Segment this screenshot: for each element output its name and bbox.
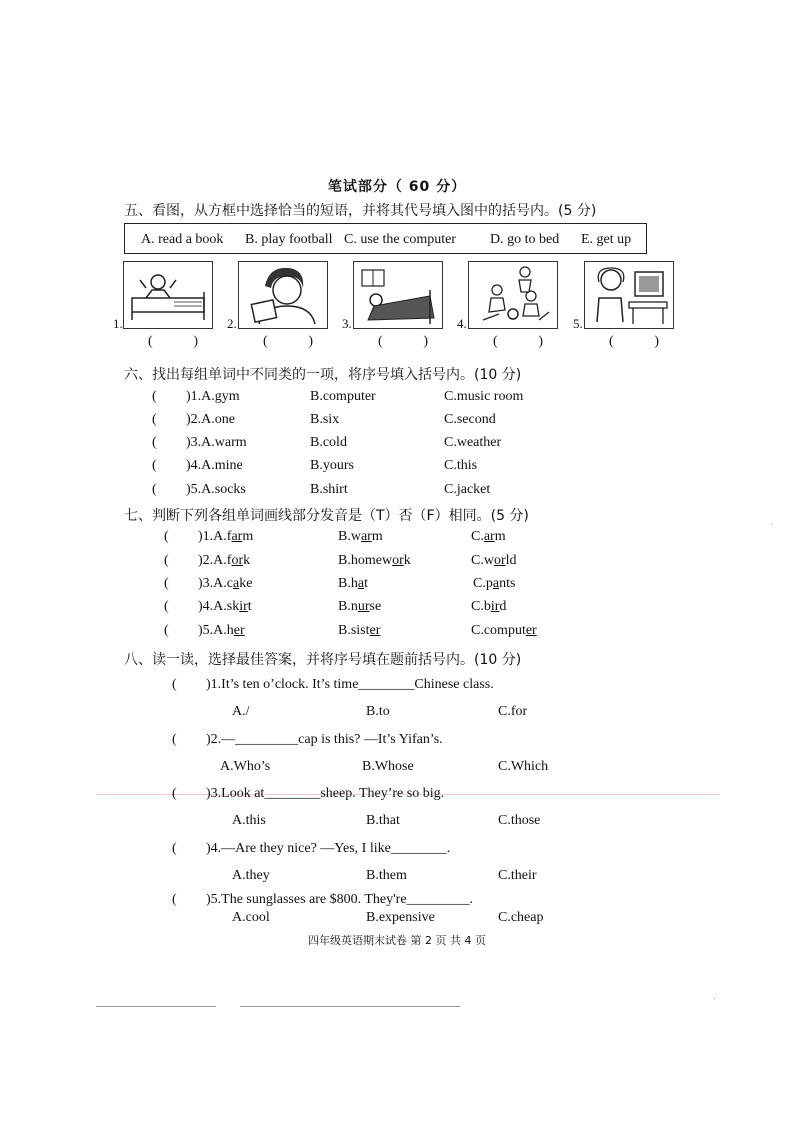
sec7-row-4-paren[interactable]: ( bbox=[164, 599, 169, 614]
sec6-row-5-b: B.shirt bbox=[310, 482, 348, 497]
answer-paren-1[interactable]: ( ) bbox=[148, 334, 198, 349]
section-7-heading: 七、判断下列各组单词画线部分发音是（T）否（F）相同。(5 分) bbox=[124, 508, 529, 524]
answer-paren-4[interactable]: ( ) bbox=[493, 334, 543, 349]
girl-using-computer-picture bbox=[584, 261, 674, 329]
sec6-row-4-a: )4.A.mine bbox=[186, 458, 243, 473]
sec7-row-2-c: C.world bbox=[471, 553, 517, 568]
child-going-to-bed-picture bbox=[353, 261, 443, 329]
sec8-q1-c: C.for bbox=[498, 704, 528, 719]
sec8-q1-stem: )1.It’s ten o’clock. It’s time________Chinese class. bbox=[206, 677, 494, 692]
sec8-q4-paren[interactable]: ( bbox=[172, 841, 177, 856]
sec7-row-2-paren[interactable]: ( bbox=[164, 553, 169, 568]
option-d: D. go to bed bbox=[490, 232, 560, 247]
picture-5-number: 5. bbox=[573, 316, 583, 331]
sec7-row-5-paren[interactable]: ( bbox=[164, 623, 169, 638]
sec7-row-5-b: B.sister bbox=[338, 623, 381, 638]
sec8-q4-a: A.they bbox=[232, 868, 270, 883]
sec6-row-5-paren[interactable]: ( bbox=[152, 482, 157, 497]
sec7-row-1-b: B.warm bbox=[338, 529, 383, 544]
sec8-q2-b: B.Whose bbox=[362, 759, 414, 774]
option-e: E. get up bbox=[581, 232, 632, 247]
section-title: 笔试部分（ 60 分） bbox=[327, 179, 467, 195]
sec8-q3-b: B.that bbox=[366, 813, 400, 828]
sec7-row-3-b: B.hat bbox=[338, 576, 368, 591]
picture-1-number: 1. bbox=[113, 316, 123, 331]
sec8-q2-stem: )2.—_________cap is this? —It’s Yifan’s. bbox=[206, 732, 443, 747]
sec8-q3-paren[interactable]: ( bbox=[172, 786, 177, 801]
sec8-q5-stem: )5.The sunglasses are $800. They're_________. bbox=[206, 892, 474, 907]
sec7-row-5-c: C.computer bbox=[471, 623, 537, 638]
page-footer: 四年级英语期末试卷 第 2 页 共 4 页 bbox=[308, 934, 486, 947]
kids-playing-football-picture bbox=[468, 261, 558, 329]
sec8-q1-b: B.to bbox=[366, 704, 390, 719]
sec6-row-2-paren[interactable]: ( bbox=[152, 412, 157, 427]
section-6-heading: 六、找出每组单词中不同类的一项，将序号填入括号内。(10 分) bbox=[124, 367, 522, 383]
sec7-row-2-a: )2.A.fork bbox=[198, 553, 251, 568]
scan-artifact-line bbox=[96, 1006, 216, 1007]
sec7-row-3-c: C.pants bbox=[473, 576, 516, 591]
option-a: A. read a book bbox=[141, 232, 224, 247]
child-getting-up-in-bed-picture bbox=[123, 261, 213, 329]
scan-speck: · bbox=[770, 520, 774, 531]
sec7-row-4-a: )4.A.skirt bbox=[198, 599, 252, 614]
answer-paren-5[interactable]: ( ) bbox=[609, 334, 659, 349]
sec6-row-5-a: )5.A.socks bbox=[186, 482, 246, 497]
options-box bbox=[124, 223, 647, 254]
sec8-q2-paren[interactable]: ( bbox=[172, 732, 177, 747]
sec8-q4-b: B.them bbox=[366, 868, 407, 883]
sec8-q4-c: C.their bbox=[498, 868, 537, 883]
sec6-row-4-paren[interactable]: ( bbox=[152, 458, 157, 473]
sec7-row-5-a: )5.A.her bbox=[198, 623, 245, 638]
sec6-row-3-a: )3.A.warm bbox=[186, 435, 247, 450]
sec7-row-1-paren[interactable]: ( bbox=[164, 529, 169, 544]
sec8-q3-a: A.this bbox=[232, 813, 266, 828]
option-b: B. play football bbox=[245, 232, 333, 247]
picture-4-number: 4. bbox=[457, 316, 467, 331]
sec8-q1-paren[interactable]: ( bbox=[172, 677, 177, 692]
sec6-row-2-b: B.six bbox=[310, 412, 340, 427]
sec8-q5-paren[interactable]: ( bbox=[172, 892, 177, 907]
sec7-row-4-b: B.nurse bbox=[338, 599, 382, 614]
sec7-row-3-a: )3.A.cake bbox=[198, 576, 253, 591]
sec6-row-5-c: C.jacket bbox=[444, 482, 491, 497]
picture-2-number: 2. bbox=[227, 316, 237, 331]
sec6-row-3-b: B.cold bbox=[310, 435, 347, 450]
sec8-q4-stem: )4.—Are they nice? —Yes, I like________. bbox=[206, 841, 451, 856]
sec8-q5-a: A.cool bbox=[232, 910, 270, 925]
sec8-q5-c: C.cheap bbox=[498, 910, 544, 925]
sec8-q1-a: A./ bbox=[232, 704, 250, 719]
sec6-row-3-c: C.weather bbox=[444, 435, 502, 450]
sec6-row-4-c: C.this bbox=[444, 458, 478, 473]
sec8-q2-c: C.Which bbox=[498, 759, 549, 774]
sec8-q3-c: C.those bbox=[498, 813, 541, 828]
sec6-row-1-paren[interactable]: ( bbox=[152, 389, 157, 404]
sec7-row-1-c: C.arm bbox=[471, 529, 506, 544]
sec6-row-2-a: )2.A.one bbox=[186, 412, 235, 427]
sec7-row-4-c: C.bird bbox=[471, 599, 507, 614]
sec6-row-2-c: C.second bbox=[444, 412, 496, 427]
answer-paren-3[interactable]: ( ) bbox=[378, 334, 428, 349]
section-8-heading: 八、读一读，选择最佳答案，并将序号填在题前括号内。(10 分) bbox=[124, 652, 522, 668]
section-5-heading: 五、看图，从方框中选择恰当的短语，并将其代号填入图中的括号内。(5 分) bbox=[124, 203, 597, 219]
sec6-row-1-b: B.computer bbox=[310, 389, 376, 404]
boy-reading-book-picture bbox=[238, 261, 328, 329]
scan-speck: · bbox=[713, 994, 717, 1005]
sec6-row-4-b: B.yours bbox=[310, 458, 354, 473]
sec8-q2-a: A.Who’s bbox=[220, 759, 271, 774]
option-c: C. use the computer bbox=[344, 232, 456, 247]
sec6-row-1-a: )1.A.gym bbox=[186, 389, 240, 404]
sec6-row-1-c: C.music room bbox=[444, 389, 524, 404]
sec7-row-1-a: )1.A.farm bbox=[198, 529, 254, 544]
sec8-q3-stem: )3.Look at________sheep. They’re so big. bbox=[206, 786, 445, 801]
answer-paren-2[interactable]: ( ) bbox=[263, 334, 313, 349]
sec7-row-2-b: B.homework bbox=[338, 553, 411, 568]
sec6-row-3-paren[interactable]: ( bbox=[152, 435, 157, 450]
scan-artifact-line bbox=[240, 1006, 460, 1007]
sec7-row-3-paren[interactable]: ( bbox=[164, 576, 169, 591]
sec8-q5-b: B.expensive bbox=[366, 910, 435, 925]
picture-3-number: 3. bbox=[342, 316, 352, 331]
